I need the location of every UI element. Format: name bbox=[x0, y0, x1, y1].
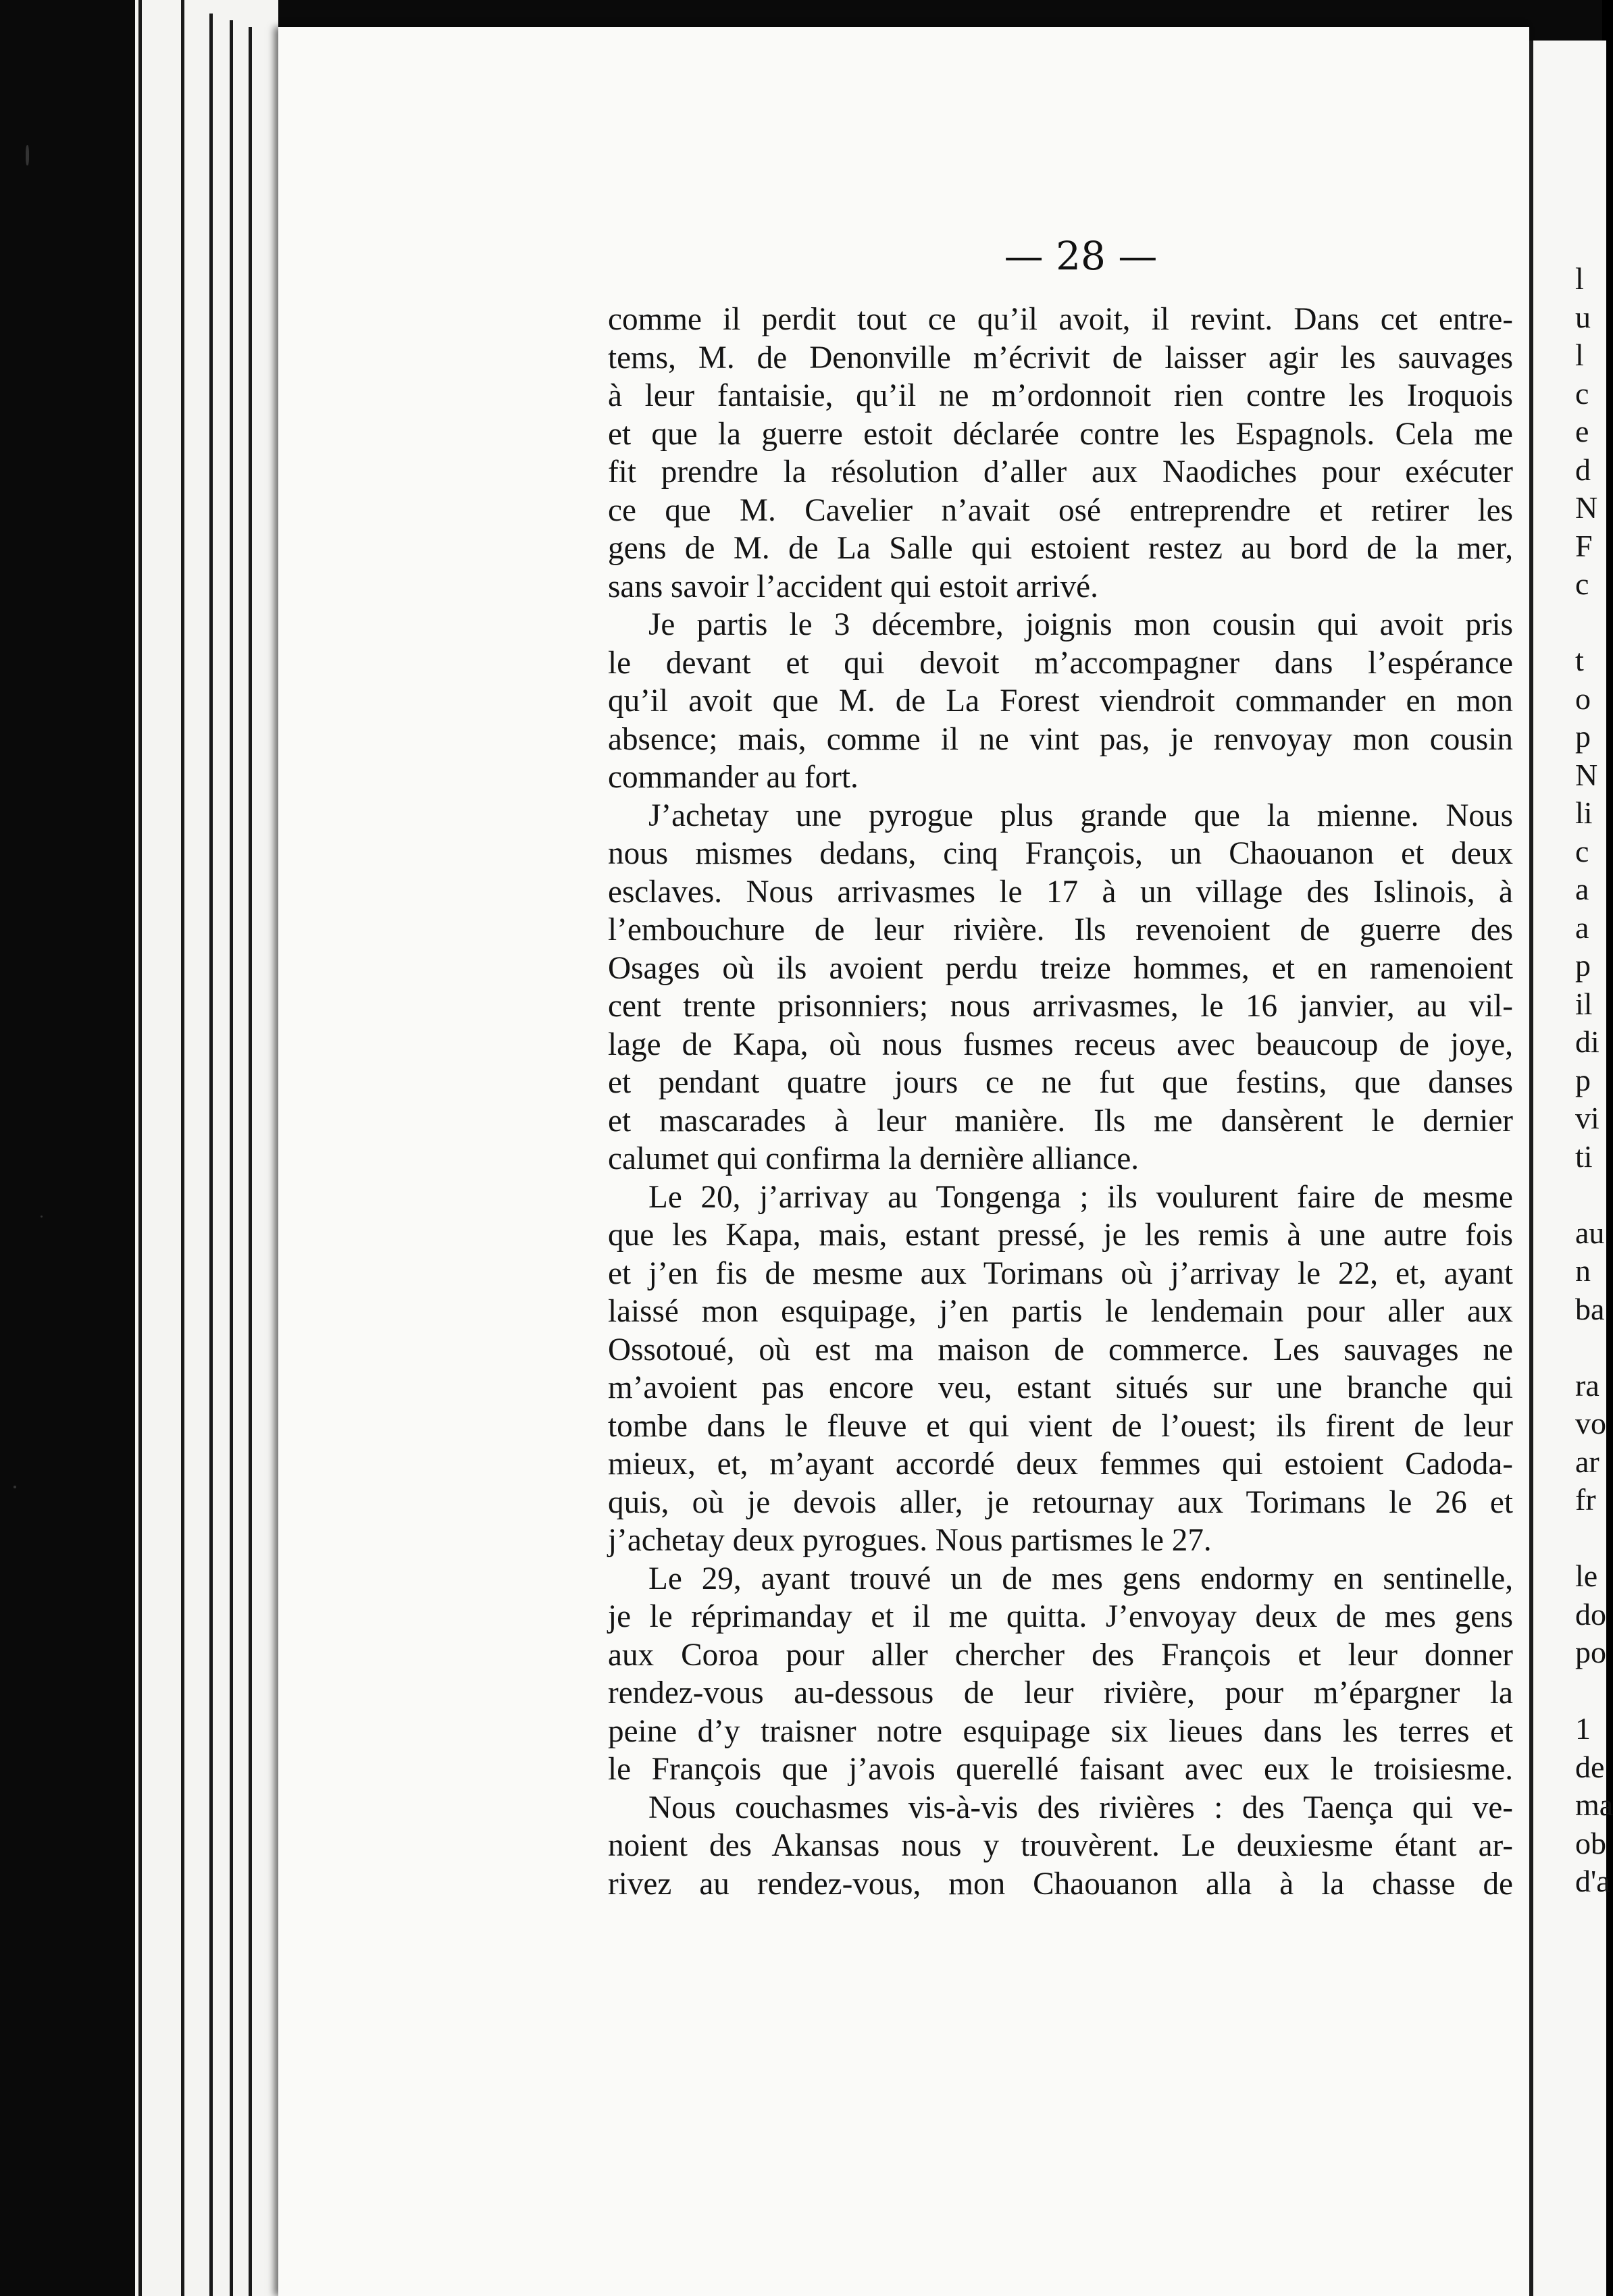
facing-page-fragment: ba bbox=[1575, 1291, 1605, 1326]
page-edge-line bbox=[138, 0, 142, 2296]
facing-page-fragment: fr bbox=[1575, 1482, 1596, 1517]
text-line: calumet qui confirma la dernière alliance. bbox=[608, 1141, 1140, 1176]
text-line: que les Kapa, mais, estant pressé, je les remis à une autre fois bbox=[608, 1218, 1513, 1253]
page-edge-line bbox=[209, 14, 213, 2296]
facing-page-fragment: l bbox=[1575, 261, 1584, 296]
facing-page-fragment: 1 bbox=[1575, 1711, 1591, 1746]
text-line: Osages où ils avoient perdu treize hommes, et en ramenoient bbox=[608, 950, 1513, 986]
text-line: rivez au rendez-vous, mon Chaouanon alla à la chasse de bbox=[608, 1866, 1513, 1902]
facing-page-fragment: ra bbox=[1575, 1367, 1599, 1403]
text-line: m’avoient pas encore veu, estant situés sur une branche qui bbox=[608, 1370, 1513, 1405]
facing-page-fragment: c bbox=[1575, 567, 1589, 601]
text-line: l’embouchure de leur rivière. Ils revenoient de guerre des bbox=[608, 912, 1513, 947]
text-line: absence; mais, comme il ne vint pas, je renvoyay mon cousin bbox=[608, 721, 1513, 757]
facing-page-fragment bbox=[1575, 1672, 1602, 1711]
text-line: j’achetay deux pyrogues. Nous partismes le 27. bbox=[608, 1523, 1212, 1558]
facing-page-fragment: au bbox=[1575, 1215, 1605, 1250]
text-line: tems, M. de Denonville m’écrivit de laisser agir les sauvages bbox=[608, 340, 1513, 375]
page-edge-line bbox=[181, 0, 184, 2296]
facing-page-fragment: p bbox=[1575, 719, 1591, 754]
text-line: aux Coroa pour aller chercher des François et leur donner bbox=[608, 1637, 1513, 1673]
text-line: le François que j’avois querellé faisant avec eux le troisiesme. bbox=[608, 1752, 1513, 1787]
text-line: ce que M. Cavelier n’avait osé entreprendre et retirer les bbox=[608, 492, 1513, 528]
text-line: et mascarades à leur manière. Ils me dansèrent le dernier bbox=[608, 1103, 1513, 1139]
facing-page-fragment: F bbox=[1575, 528, 1593, 563]
text-line: gens de M. de La Salle qui estoient restez au bord de la mer, bbox=[608, 531, 1513, 566]
facing-page-fragment: li bbox=[1575, 795, 1593, 830]
text-line: qu’il avoit que M. de La Forest viendroit commander en mon bbox=[608, 683, 1513, 719]
facing-page-fragment: le bbox=[1575, 1559, 1598, 1593]
text-line: je le réprimanday et il me quitta. J’envoyay deux de mes gens bbox=[608, 1599, 1513, 1634]
text-line: Je partis le 3 décembre, joignis mon cousin qui avoit pris bbox=[648, 607, 1513, 642]
facing-page-fragment: ma bbox=[1575, 1788, 1613, 1822]
page-number: — 28 — bbox=[1004, 233, 1158, 279]
facing-page-fragment: t bbox=[1575, 643, 1584, 677]
text-line: sans savoir l’accident qui estoit arrivé. bbox=[608, 569, 1098, 604]
text-line: Nous couchasmes vis-à-vis des rivières : des Taença qui ve- bbox=[648, 1790, 1513, 1825]
facing-page-fragment: p bbox=[1575, 948, 1591, 983]
text-line: le devant et qui devoit m’accompagner dans l’espérance bbox=[608, 645, 1513, 681]
text-line: Ossotoué, où est ma maison de commerce. Les sauvages ne bbox=[608, 1332, 1513, 1367]
facing-page-fragment: u bbox=[1575, 299, 1591, 334]
facing-page-fragment: ti bbox=[1575, 1139, 1593, 1174]
facing-page-fragment: po bbox=[1575, 1635, 1606, 1669]
text-line: cent trente prisonniers; nous arrivasmes, le 16 janvier, au vil- bbox=[608, 989, 1513, 1024]
facing-page-fragment: a bbox=[1575, 872, 1589, 906]
facing-page-fragment: e bbox=[1575, 414, 1589, 448]
facing-page-fragment: d bbox=[1575, 452, 1591, 487]
facing-page-fragment: c bbox=[1575, 375, 1589, 411]
facing-page-fragment: p bbox=[1575, 1062, 1591, 1097]
facing-page-fragment bbox=[1575, 1519, 1602, 1558]
facing-page-fragment: N bbox=[1575, 490, 1598, 525]
facing-page-fragment: vo bbox=[1575, 1406, 1606, 1440]
text-line: laissé mon esquipage, j’en partis le lendemain pour aller aux bbox=[608, 1294, 1513, 1329]
facing-page-fragment: a bbox=[1575, 910, 1589, 945]
facing-page-fragment bbox=[1575, 1328, 1602, 1367]
facing-page-fragment: c bbox=[1575, 833, 1589, 868]
page-edge bbox=[135, 0, 278, 2296]
page-edge-line bbox=[230, 20, 233, 2296]
text-line: fit prendre la résolution d’aller aux Naodiches pour exécuter bbox=[608, 454, 1513, 490]
facing-page-fragment bbox=[1575, 604, 1602, 642]
facing-page-fragment: l bbox=[1575, 338, 1584, 372]
text-line: nous mismes dedans, cinq François, un Chaouanon et deux bbox=[608, 836, 1513, 871]
scan-speck bbox=[14, 1486, 16, 1488]
facing-page-fragment bbox=[1575, 1176, 1602, 1214]
text-line: esclaves. Nous arrivasmes le 17 à un village des Islinois, à bbox=[608, 874, 1513, 910]
text-line: et j’en fis de mesme aux Torimans où j’arrivay le 22, et, ayant bbox=[608, 1255, 1513, 1291]
text-line: et que la guerre estoit déclarée contre les Espagnols. Cela me bbox=[608, 416, 1513, 452]
text-line: tombe dans le fleuve et qui vient de l’ouest; ils firent de leur bbox=[608, 1408, 1513, 1444]
text-line: et pendant quatre jours ce ne fut que festins, que danses bbox=[608, 1065, 1513, 1100]
facing-page-fragment: di bbox=[1575, 1024, 1599, 1059]
text-line: Le 20, j’arrivay au Tongenga ; ils voulurent faire de mesme bbox=[648, 1179, 1513, 1215]
facing-page-fragment: il bbox=[1575, 986, 1593, 1021]
text-line: comme il perdit tout ce qu’il avoit, il revint. Dans cet entre- bbox=[608, 302, 1513, 337]
facing-page-fragment: o bbox=[1575, 681, 1591, 716]
facing-page-fragment: vi bbox=[1575, 1101, 1599, 1135]
text-line: à leur fantaisie, qu’il ne m’ordonnoit rien contre les Iroquois bbox=[608, 378, 1513, 413]
facing-page-fragment: do bbox=[1575, 1596, 1606, 1632]
text-line: peine d’y traisner notre esquipage six lieues dans les terres et bbox=[608, 1713, 1513, 1749]
facing-page-fragment: n bbox=[1575, 1253, 1591, 1288]
page-edge-line bbox=[249, 27, 252, 2296]
text-line: quis, où je devois aller, je retournay aux Torimans le 26 et bbox=[608, 1484, 1513, 1520]
text-line: J’achetay une pyrogue plus grande que la mienne. Nous bbox=[648, 798, 1513, 833]
facing-page-text bbox=[1575, 260, 1613, 1901]
text-line: lage de Kapa, où nous fusmes receus avec beaucoup de joye, bbox=[608, 1026, 1513, 1062]
text-line: mieux, et, m’ayant accordé deux femmes qui estoient Cadoda- bbox=[608, 1446, 1513, 1482]
text-line: commander au fort. bbox=[608, 760, 859, 795]
facing-page-fragment: ar bbox=[1575, 1444, 1599, 1479]
facing-page-fragment: N bbox=[1575, 757, 1598, 792]
text-line: Le 29, ayant trouvé un de mes gens endormy en sentinelle, bbox=[648, 1561, 1513, 1596]
scan-speck bbox=[41, 1216, 43, 1218]
facing-page-fragment: de bbox=[1575, 1749, 1605, 1784]
body-text bbox=[608, 301, 1513, 1903]
scan-speck bbox=[26, 145, 29, 165]
text-line: rendez-vous au-dessous de leur rivière, pour m’épargner la bbox=[608, 1675, 1513, 1711]
text-line: noient des Akansas nous y trouvèrent. Le deuxiesme étant ar- bbox=[608, 1828, 1513, 1863]
facing-page-fragment: ob bbox=[1575, 1825, 1606, 1860]
facing-page-fragment: d'a bbox=[1575, 1864, 1610, 1898]
